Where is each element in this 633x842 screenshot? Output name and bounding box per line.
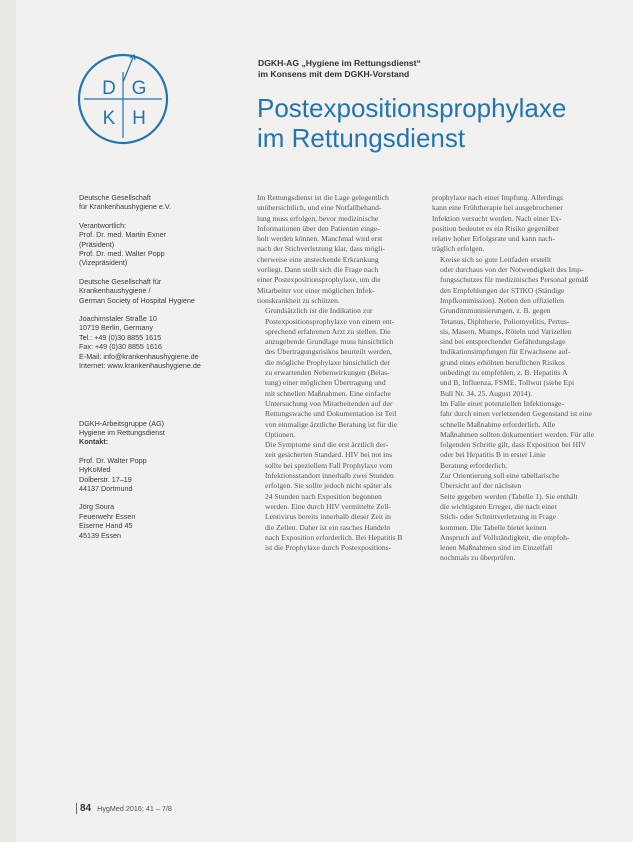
- text-line: fahr durch einen verletzenden Gegenstand ist eine: [440, 409, 592, 419]
- title-line-1: Postexpositionsprophylaxe: [257, 93, 567, 123]
- text-line: lenen Maßnahmen sind im Einzelfall: [440, 543, 553, 553]
- text-line: und B, Influenza, FSME, Tollwut (siehe Epi: [440, 378, 575, 388]
- dgkh-logo: [76, 52, 170, 146]
- sidebar-line: Prof. Dr. med. Martin Exner: [79, 230, 167, 240]
- text-line: die wichtigsten Erreger, die nach einer: [440, 501, 557, 511]
- sidebar-line: DGKH-Arbeitsgruppe (AG): [79, 418, 165, 428]
- text-line: Mitarbeiter vor einer möglichen Infek-: [257, 285, 375, 295]
- text-line: des Übertragungsrisikos beurteilt werden,: [265, 347, 392, 357]
- text-line: nochmals zu überprüfen.: [440, 553, 516, 563]
- text-line: schnelle Maßnahme erforderlich. Alle: [440, 419, 556, 429]
- sidebar-line: Prof. Dr. med. Walter Popp: [79, 249, 165, 259]
- text-line: Lentivirus bereits innerhalb dieser Zeit in: [265, 512, 391, 522]
- text-line: Zur Orientierung soll eine tabellarische: [440, 471, 560, 481]
- sidebar-line: HyKoMed: [79, 465, 111, 475]
- text-line: Tetanus, Diphtherie, Poliomyelitis, Pertus-: [440, 316, 570, 326]
- logo-letter: K: [102, 108, 116, 129]
- body-paragraph: [432, 399, 597, 471]
- sidebar-responsible: [79, 221, 249, 268]
- text-line: von einmalige ärztliche Beratung ist für die: [265, 419, 398, 429]
- text-line: tionskrankheit zu schützen.: [257, 295, 340, 305]
- text-line: zu erwartenden Nebenwirkungen (Belas-: [265, 368, 390, 378]
- text-line: Übersicht auf der nächsten: [440, 481, 522, 491]
- body-paragraph: [257, 193, 422, 306]
- sidebar-contact-2: [79, 502, 249, 540]
- text-line: Rettungswache und Dokumentation ist Teil: [265, 409, 397, 419]
- sidebar-line: Eiserne Hand 45: [79, 521, 133, 531]
- sidebar-line: Jörg Soura: [79, 502, 115, 512]
- sidebar-line: Feuerwehr Essen: [79, 511, 136, 521]
- text-line: sis, Masern, Mumps, Röteln und Varizellen: [440, 326, 572, 336]
- contact-label: Kontakt:: [79, 437, 109, 447]
- text-line: lung muss erfolgen, bevor medizinische: [257, 213, 379, 223]
- text-line: Kreise sich so gute Leitfaden erstellt: [440, 254, 552, 264]
- text-line: Indikationsimpfungen für Erwachsene auf-: [440, 347, 571, 357]
- consensus-line: im Konsens mit dem DGKH-Vorstand: [258, 69, 410, 79]
- title-line-2: im Rettungsdienst: [257, 123, 466, 153]
- text-line: Anspruch auf Vollständigkeit, die empfoh-: [440, 532, 570, 542]
- logo-letter: D: [102, 78, 116, 99]
- body-paragraph: [432, 255, 597, 399]
- text-line: position bedeutet es ein Risiko gegenüber: [432, 223, 559, 233]
- text-line: einer Postexpositionsprophylaxe, um die: [257, 275, 381, 285]
- text-line: sollte bei speziellem Fall Prophylaxe vom: [265, 460, 393, 470]
- text-line: Impfkommission). Neben den offiziellen: [440, 295, 564, 305]
- sidebar-line: 44137 Dortmund: [79, 483, 133, 493]
- text-line: erfolgen. Sie sollte jedoch nicht später als: [265, 481, 392, 491]
- logo-letter: G: [131, 78, 147, 99]
- text-line: fungsschutzes für medizinisches Personal gemäß: [440, 275, 589, 285]
- text-line: träglich erfolgen.: [432, 244, 485, 254]
- text-line: nach Exposition erforderlich. Bei Hepatitis B: [265, 532, 403, 542]
- sidebar-line: Hygiene im Rettungsdienst: [79, 427, 165, 437]
- sidebar-line: 45139 Essen: [79, 530, 121, 540]
- text-line: Infektionsstandort innerhalb zwei Stunden: [265, 471, 394, 481]
- text-line: zeit gesicherten Standard. HIV bei not ins: [265, 450, 393, 460]
- text-line: ist die Prophylaxe durch Postexpositions-: [265, 543, 392, 553]
- journal-citation: HygMed 2016; 41 – 7/8: [97, 804, 172, 813]
- text-line: vorliegt. Dann stellt sich die Frage nach: [257, 265, 379, 275]
- text-line: unbedingt zu empfehlen, z. B. Hepatitis A: [440, 368, 568, 378]
- sidebar-org: [79, 193, 249, 212]
- page-gutter: [0, 0, 16, 842]
- sidebar-line: Krankenhaushygiene /: [79, 286, 151, 296]
- body-paragraph: [432, 193, 597, 255]
- text-line: Im Falle einer potenziellen Infektionsge-: [440, 398, 564, 408]
- text-line: Bull Nr. 34, 25. August 2014).: [440, 388, 533, 398]
- sidebar-line: (Präsident): [79, 239, 115, 249]
- text-line: tung) einer möglichen Übertragung und: [265, 378, 386, 388]
- text-line: folgenden Schritte gilt, dass Exposition bei HIV: [440, 440, 587, 450]
- sidebar-society: [79, 277, 249, 305]
- sidebar-line: Fax: +49 (0)30 8855 1616: [79, 342, 162, 352]
- sidebar-line: Dolberstr. 17–19: [79, 474, 132, 484]
- sidebar-address: [79, 314, 249, 370]
- page-number: 84: [76, 803, 95, 814]
- body-column-1: [257, 193, 422, 553]
- text-line: nach der Stichverletzung klar, dass mögli-: [257, 244, 385, 254]
- article-title: [257, 93, 627, 153]
- text-line: Infektion versucht werden. Nach einer Ex-: [432, 213, 562, 223]
- text-line: holt werden können. Manchmal wird erst: [257, 234, 383, 244]
- text-line: oder durchaus von der Notwendigkeit des Imp-: [440, 265, 584, 275]
- text-line: kann eine Frühtherapie bei ausgebrochener: [432, 203, 563, 213]
- text-line: sind bei entsprechender Gefährdungslage: [440, 337, 566, 347]
- body-paragraph: [257, 440, 422, 553]
- sidebar-line: (Vizepräsident): [79, 258, 128, 268]
- text-line: Stich- oder Schnittverletzung in Frage: [440, 512, 556, 522]
- sidebar-line: Deutsche Gesellschaft: [79, 193, 151, 202]
- text-line: Postexpositionsprophylaxe von einem ent-: [265, 316, 395, 326]
- logo-letter: H: [132, 108, 146, 129]
- sidebar-line: Internet: www.krankenhaushygiene.de: [79, 361, 201, 371]
- text-line: Grundimmunisierungen, z. B. gegen: [440, 306, 551, 316]
- text-line: unübersichtlich, und eine Notfallbehand-: [257, 203, 382, 213]
- text-line: sprechend erfahrenen Arzt zu stellen. Die: [265, 326, 391, 336]
- text-line: Optionen.: [265, 429, 296, 439]
- sidebar-line: Verantwortlich:: [79, 220, 127, 230]
- sidebar-line: Tel.: +49 (0)30 8855 1615: [79, 332, 162, 342]
- text-line: Die Symptome sind die erst ärztlich der-: [265, 440, 389, 450]
- text-line: cherweise eine ansteckende Erkrankung: [257, 254, 379, 264]
- text-line: Untersuchung von Mitarbeitenden auf der: [265, 398, 393, 408]
- sidebar-info: [79, 193, 249, 549]
- text-line: mit schnellen Maßnahmen. Eine einfache: [265, 388, 391, 398]
- text-line: kommen. Die Tabelle bietet keinen: [440, 522, 547, 532]
- text-line: prophylaxe nach einer Impfung. Allerdings: [432, 193, 563, 202]
- text-line: oder bei Hepatitis B in erster Linie: [440, 450, 546, 460]
- text-line: Grundsätzlich ist die Indikation zur: [265, 306, 373, 316]
- text-line: die Zellen. Daher ist ein rasches Handeln: [265, 522, 391, 532]
- sidebar-line: Deutsche Gesellschaft für: [79, 276, 162, 286]
- working-group-line: DGKH-AG „Hygiene im Rettungsdienst“: [258, 58, 421, 68]
- sidebar-group: [79, 419, 249, 438]
- text-line: Seite gegeben werden (Tabelle 1). Sie enthält: [440, 491, 578, 501]
- text-line: Im Rettungsdienst ist die Lage gelegentlich: [257, 193, 389, 202]
- sidebar-line: E-Mail: info@krankenhaushygiene.de: [79, 351, 199, 361]
- sidebar-line: Prof. Dr. Walter Popp: [79, 455, 147, 465]
- body-paragraph: [432, 471, 597, 564]
- sidebar-line: Joachimstaler Straße 10: [79, 314, 157, 324]
- text-line: die mögliche Prophylaxe hinsichtlich der: [265, 357, 390, 367]
- text-line: Maßnahmen sollten dokumentiert werden. Für alle: [440, 429, 594, 439]
- sidebar-contact-1: [79, 456, 249, 494]
- page-footer: [76, 803, 172, 814]
- text-line: grund eines erhöhten beruflichen Risikos: [440, 357, 565, 367]
- sidebar-line: für Krankenhaushygiene e.V.: [79, 202, 172, 212]
- article-header: [258, 58, 618, 80]
- text-line: werden. Eine durch HIV vermittelte Zell-: [265, 501, 391, 511]
- body-paragraph: [257, 306, 422, 440]
- text-line: anzugebende Grundlage muss hinsichtlich: [265, 337, 394, 347]
- body-column-2: [432, 193, 597, 564]
- text-line: relativ hoher Erfolgsrate und kann nach-: [432, 234, 555, 244]
- text-line: 24 Stunden nach Exposition begonnen: [265, 491, 382, 501]
- sidebar-line: German Society of Hospital Hygiene: [79, 295, 195, 305]
- text-line: Informationen über den Patienten einge-: [257, 223, 380, 233]
- text-line: Beratung erforderlich.: [440, 460, 508, 470]
- text-line: den Empfehlungen der STIKO (Ständige: [440, 285, 565, 295]
- sidebar-line: 10719 Berlin, Germany: [79, 323, 153, 333]
